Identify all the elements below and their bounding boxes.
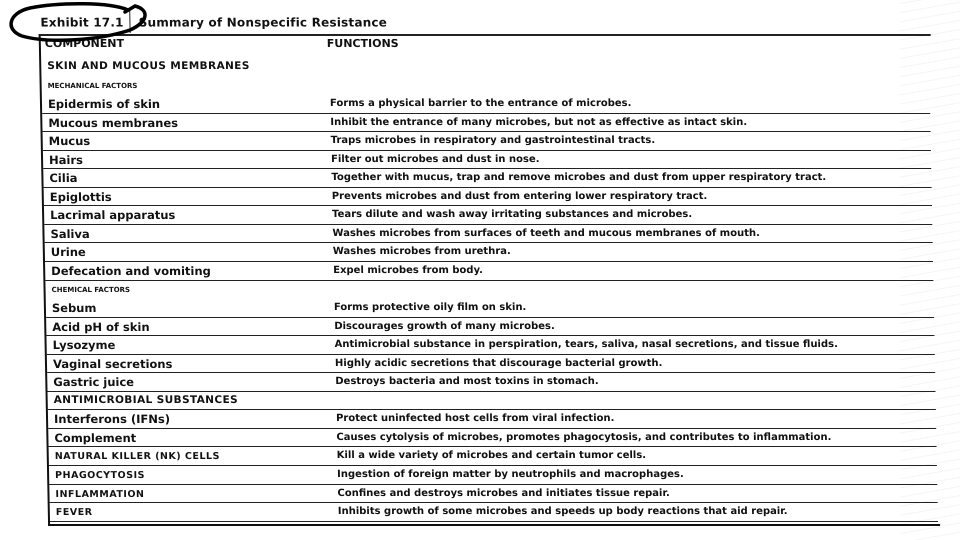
table-row xyxy=(42,95,930,114)
column-header-functions: FUNCTIONS xyxy=(326,37,399,50)
function-cell: Protect uninfected host cells from viral infection. xyxy=(335,413,615,425)
function-cell: Confines and destroys microbes and initiates tissue repair. xyxy=(337,487,670,499)
table-row xyxy=(47,355,935,374)
component-cell: MECHANICAL FACTORS xyxy=(47,81,138,90)
function-cell: Together with mucus, trap and remove microbes and dust from upper respiratory tract. xyxy=(331,172,827,184)
component-cell: ANTIMICROBIAL SUBSTANCES xyxy=(53,393,239,406)
component-cell: Cilia xyxy=(49,171,78,186)
component-cell: Epiglottis xyxy=(49,189,112,204)
table-row xyxy=(45,243,933,262)
component-cell: Gastric juice xyxy=(53,375,135,390)
component-cell: Lysozyme xyxy=(52,338,116,353)
component-cell: Urine xyxy=(50,245,86,260)
function-cell: Expel microbes from body. xyxy=(333,265,484,277)
table-row xyxy=(45,262,933,281)
table-row xyxy=(47,373,935,392)
component-cell: FEVER xyxy=(55,507,93,519)
table-row xyxy=(49,466,937,485)
function-cell: Highly acidic secretions that discourage bacterial growth. xyxy=(334,357,663,369)
table-body xyxy=(41,58,938,522)
component-cell: Mucus xyxy=(48,134,91,149)
table-row xyxy=(46,336,934,355)
function-cell: Forms a physical barrier to the entrance of microbes. xyxy=(329,98,632,110)
component-cell: CHEMICAL FACTORS xyxy=(51,285,131,294)
function-cell: Traps microbes in respiratory and gastrointestinal tracts. xyxy=(330,135,656,147)
table-row xyxy=(49,447,937,466)
section-heading-row xyxy=(48,392,936,411)
component-cell: Interferons (IFNs) xyxy=(53,412,171,427)
component-cell: Defecation and vomiting xyxy=(51,264,211,279)
function-cell: Tears dilute and wash away irritating substances and microbes. xyxy=(332,209,693,221)
section-heading-row xyxy=(45,281,933,300)
function-cell: Filter out microbes and dust in nose. xyxy=(330,153,540,165)
table-row xyxy=(49,485,937,504)
function-cell: Forms protective oily film on skin. xyxy=(333,302,527,314)
table-row xyxy=(46,318,934,337)
component-cell: INFLAMMATION xyxy=(55,488,145,500)
section-heading-row xyxy=(41,77,929,96)
function-cell: Causes cytolysis of microbes, promotes phagocytosis, and contributes to inflammation. xyxy=(336,431,832,443)
table-row xyxy=(44,188,932,207)
exhibit-title: Summary of Nonspecific Resistance xyxy=(138,15,388,30)
table-row xyxy=(48,410,936,429)
component-cell: Epidermis of skin xyxy=(47,97,161,112)
component-cell: Lacrimal apparatus xyxy=(50,208,176,223)
function-cell: Antimicrobial substance in perspiration, tears, saliva, nasal secretions, and tissue fluids. xyxy=(334,339,838,351)
function-cell: Ingestion of foreign matter by neutrophils and macrophages. xyxy=(337,469,684,481)
table-row xyxy=(50,503,938,522)
function-cell: Washes microbes from urethra. xyxy=(332,246,511,258)
section-heading-row xyxy=(41,58,929,77)
function-cell: Kill a wide variety of microbes and certain tumor cells. xyxy=(336,450,647,462)
table-row xyxy=(42,114,930,133)
function-cell: Washes microbes from surfaces of teeth and mucous membranes of mouth. xyxy=(332,227,760,239)
hand-drawn-circle-annotation xyxy=(0,0,200,60)
table-row xyxy=(44,225,932,244)
table-row xyxy=(46,299,934,318)
exhibit-number: Exhibit 17.1 xyxy=(40,15,124,30)
component-cell: Sebum xyxy=(51,301,97,316)
component-cell: Hairs xyxy=(48,152,84,167)
component-cell: PHAGOCYTOSIS xyxy=(55,470,146,482)
table-row xyxy=(43,169,931,188)
table-row xyxy=(44,206,932,225)
component-cell: NATURAL KILLER (NK) CELLS xyxy=(54,451,221,463)
function-cell: Inhibits growth of some microbes and speeds up body reactions that aid repair. xyxy=(337,506,788,518)
component-cell: Complement xyxy=(54,430,137,445)
component-cell: Acid pH of skin xyxy=(52,319,150,334)
function-cell: Destroys bacteria and most toxins in stomach. xyxy=(335,376,599,388)
component-cell: SKIN AND MUCOUS MEMBRANES xyxy=(47,60,250,72)
table-row xyxy=(48,429,936,448)
function-cell: Prevents microbes and dust from entering lower respiratory tract. xyxy=(331,190,708,202)
table-row xyxy=(43,132,931,151)
function-cell: Discourages growth of many microbes. xyxy=(334,320,555,332)
component-cell: Vaginal secretions xyxy=(52,356,173,371)
component-cell: Mucous membranes xyxy=(48,115,179,130)
function-cell: Inhibit the entrance of many microbes, but not as effective as intact skin. xyxy=(330,116,748,128)
table-row xyxy=(43,151,931,170)
column-header-component: COMPONENT xyxy=(44,37,125,50)
component-cell: Saliva xyxy=(50,226,90,241)
